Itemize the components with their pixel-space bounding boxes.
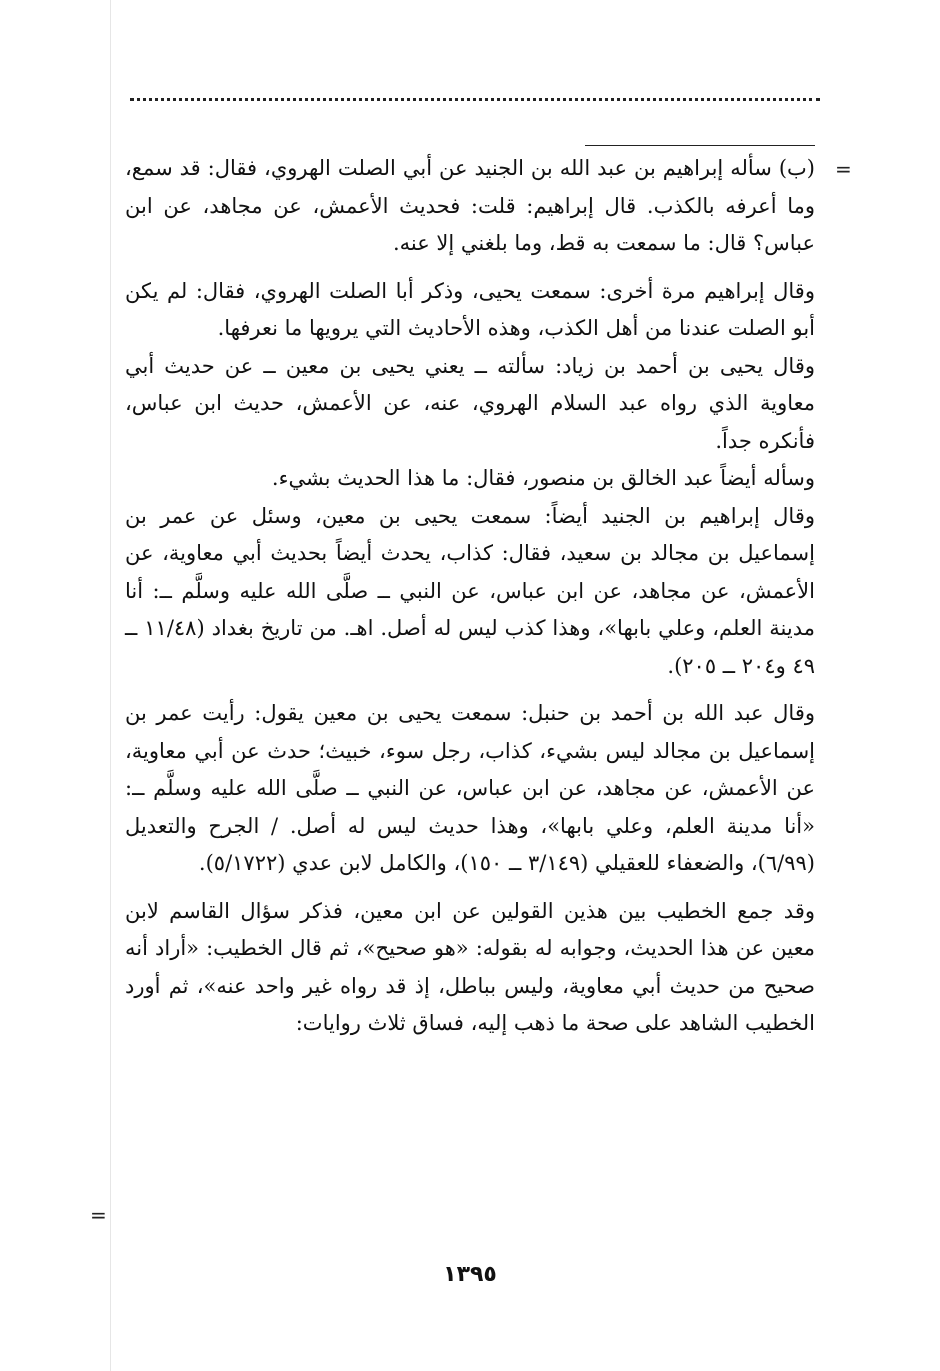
page-number: ١٣٩٥ xyxy=(443,1262,497,1287)
dotted-separator xyxy=(130,98,820,111)
footnote-text xyxy=(125,150,815,1043)
paragraph-5: وقال إبراهيم بن الجنيد أيضاً: سمعت يحيى بن معين، وسئل عن عمر بن إسماعيل بن مجالد بن سعيد، فقال: كذاب، يحدث أيضاً بحديث أبي معاوية، عن الأعمش، عن مجاهد، عن ابن عباس، عن النبي ــ صلَّى الله عليه وسلَّم ــ: أنا مدينة العلم، وعلي بابها»، وهذا كذب ليس له أصل. اهـ. من تاريخ بغداد (١١/٤٨ ــ ٤٩ و٢٠٤ ــ ٢٠٥). xyxy=(125,503,815,678)
paragraph-2: وقال إبراهيم مرة أخرى: سمعت يحيى، وذكر أبا الصلت الهروي، فقال: لم يكن أبو الصلت عندنا من أهل الكذب، وهذه الأحاديث التي يرويها ما نعرفها. xyxy=(125,278,815,340)
paragraph-4: وسأله أيضاً عبد الخالق بن منصور، فقال: ما هذا الحديث بشيء. xyxy=(271,466,815,490)
continuation-mark-right: = xyxy=(835,157,852,181)
paragraph-1: (ب) سأله إبراهيم بن عبد الله بن الجنيد عن أبي الصلت الهروي، فقال: قد سمع، وما أعرفه بالكذب. قال إبراهيم: قلت: فحديث الأعمش، عن مجاهد، عن ابن عباس؟ قال: ما سمعت به قط، وما بلغني إلا عنه. xyxy=(125,156,815,255)
continuation-mark-left: = xyxy=(90,1203,107,1227)
footnote-rule xyxy=(585,145,815,146)
margin-line xyxy=(110,0,111,1371)
paragraph-7: وقد جمع الخطيب بين هذين القولين عن ابن معين، فذكر سؤال القاسم لابن معين عن هذا الحديث، وجوابه له بقوله: «هو صحيح»، ثم قال الخطيب: «أراد أنه صحيح من حديث أبي معاوية، وليس بباطل، إذ قد رواه غير واحد عنه»، ثم أورد الخطيب الشاهد على صحة ما ذهب إليه، فساق ثلاث روايات: xyxy=(125,898,815,1035)
paragraph-3: وقال يحيى بن أحمد بن زياد: سألته ــ يعني يحيى بن معين ــ عن حديث أبي معاوية الذي رواه عبد السلام الهروي، عنه، عن الأعمش، حديث ابن عباس، فأنكره جداً. xyxy=(125,353,815,453)
paragraph-6: وقال عبد الله بن أحمد بن حنبل: سمعت يحيى بن معين يقول: رأيت عمر بن إسماعيل بن مجالد ليس بشيء، كذاب، رجل سوء، خبيث؛ حدث عن أبي معاوية، عن الأعمش، عن مجاهد، عن ابن عباس، عن النبي ــ صلَّى الله عليه وسلَّم ــ: «أنا مدينة العلم، وعلي بابها»، وهذا حديث ليس له أصل. / الجرح والتعديل (٦/٩٩)، والضعفاء للعقيلي (٣/١٤٩ ــ ١٥٠)، والكامل لابن عدي (٥/١٧٢٢). xyxy=(125,701,815,875)
